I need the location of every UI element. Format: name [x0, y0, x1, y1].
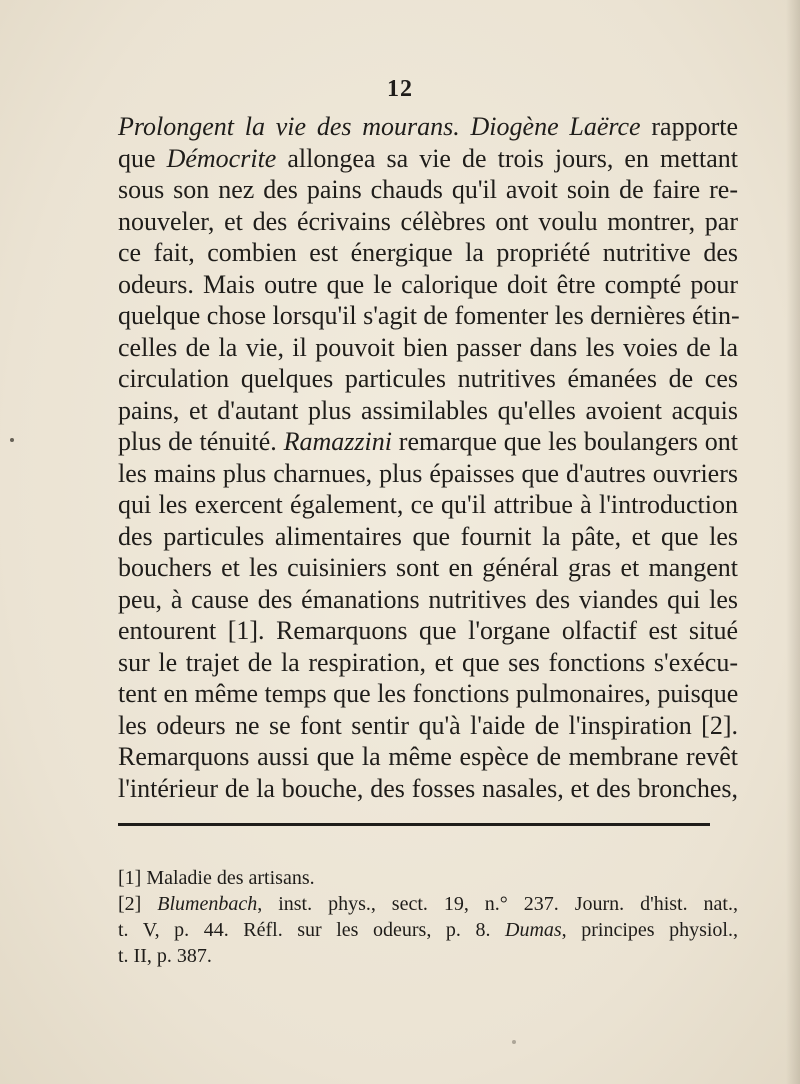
text-line: entourent [1]. Remarquons que l'organe olfactif est situé: [118, 616, 738, 645]
page-edge-shadow: [786, 0, 800, 1084]
text-line: sous son nez des pains chauds qu'il avoit soin de faire re-: [118, 175, 738, 204]
text-line: bouchers et les cuisiniers sont en général gras et mangent: [118, 553, 738, 582]
ink-speck: [10, 438, 14, 442]
text-line: tent en même temps que les fonctions pulmonaires, puisque: [118, 679, 739, 708]
footnote-2-line-3: t. II, p. 387.: [118, 945, 212, 967]
page-number: 12: [387, 76, 413, 102]
footnote-divider: [118, 823, 710, 826]
body-text: [118, 111, 738, 804]
text-line: pains, et d'autant plus assimilables qu'elles avoient acquis: [118, 395, 738, 425]
text-line: celles de la vie, il pouvoit bien passer dans les voies de la: [118, 332, 738, 362]
text-line: que Démocrite allongea sa vie de trois jours, en mettant: [118, 143, 738, 173]
text-line: sur le trajet de la respiration, et que ses fonctions s'exécu-: [118, 647, 738, 677]
text-line: l'intérieur de la bouche, des fosses nasales, et des bronches,: [118, 773, 738, 803]
text-line: plus de ténuité. Ramazzini remarque que les boulangers ont: [118, 427, 738, 456]
text-line: ce fait, combien est énergique la propriété nutritive des: [118, 238, 738, 267]
text-line: quelque chose lorsqu'il s'agit de fomenter les dernières étin-: [118, 301, 740, 330]
text-line: les mains plus charnues, plus épaisses que d'autres ouvriers: [118, 458, 738, 488]
footnote-2-line-1: [2] Blumenbach, inst. phys., sect. 19, n.° 237. Journ. d'hist. nat.,: [118, 893, 738, 915]
ink-speck: [512, 1040, 516, 1044]
text-line: les odeurs ne se font sentir qu'à l'aide de l'inspiration [2].: [118, 710, 738, 740]
text-line: Remarquons aussi que la même espèce de membrane revêt: [118, 742, 738, 771]
text-line: qui les exercent également, ce qu'il attribue à l'introduction: [118, 490, 738, 519]
footnote-2-line-2: t. V, p. 44. Réfl. sur les odeurs, p. 8. Dumas, principes physiol.,: [118, 919, 738, 941]
footnote-1: [1] Maladie des artisans.: [118, 867, 315, 889]
text-line: peu, à cause des émanations nutritives des viandes qui les: [118, 584, 738, 614]
text-line: Prolongent la vie des mourans. Diogène Laërce rapporte: [118, 112, 738, 141]
text-line: nouveler, et des écrivains célèbres ont voulu montrer, par: [118, 206, 738, 236]
text-line: circulation quelques particules nutritives émanées de ces: [118, 364, 738, 393]
text-line: des particules alimentaires que fournit la pâte, et que les: [118, 521, 738, 551]
text-line: odeurs. Mais outre que le calorique doit être compté pour: [118, 269, 738, 299]
footnotes: [118, 865, 738, 969]
